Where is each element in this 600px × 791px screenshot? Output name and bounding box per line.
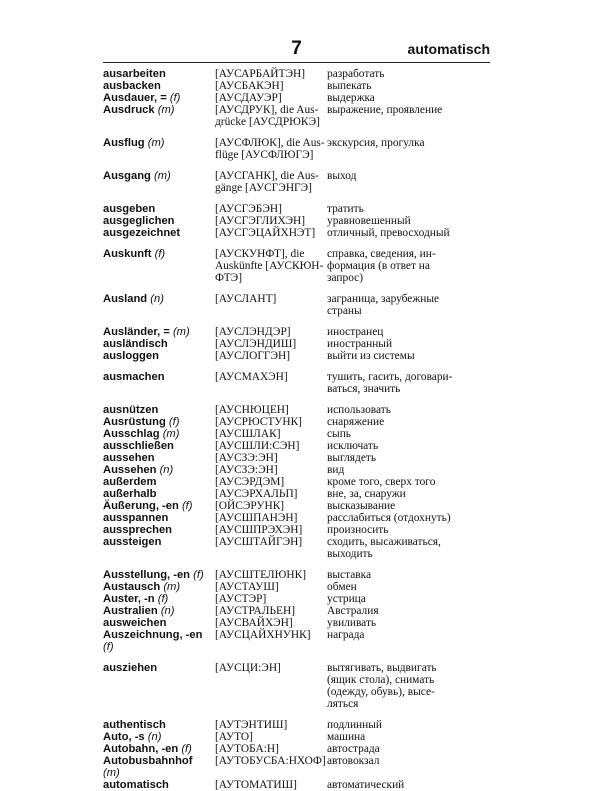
translation: справка, сведения, ин- формация (в ответ на запрос) <box>327 248 436 284</box>
transcription: [АУСШПАНЭН] <box>215 512 298 524</box>
gender-marker: (m) <box>103 767 120 779</box>
gender-marker: (n) <box>159 464 174 476</box>
headword <box>103 203 215 215</box>
headword <box>103 593 215 605</box>
transcription: [АУСАРБАЙТЭН] <box>215 68 306 80</box>
headword <box>103 569 215 581</box>
translation: автоматический <box>327 779 405 791</box>
translation: выглядеть <box>327 452 377 464</box>
headword <box>103 731 215 743</box>
translation: высказывание <box>327 500 396 512</box>
headword <box>103 215 215 227</box>
gender-marker: (m) <box>147 137 165 149</box>
headword <box>103 68 215 80</box>
entry-row <box>103 731 490 743</box>
headword <box>103 524 215 536</box>
entry-row <box>103 581 490 593</box>
headword-text: automatisch <box>103 779 169 791</box>
headword-text: ausmachen <box>103 371 165 383</box>
transcription: [АУСГЭЦАЙХНЭТ] <box>215 227 316 239</box>
entry-row <box>103 92 490 104</box>
headword-text: Ausflug <box>103 137 145 149</box>
entry-row <box>103 755 490 779</box>
transcription: [АУСЦИ:ЭН] <box>215 662 281 674</box>
headword-text: Ausstellung, -en <box>103 569 191 581</box>
translation: автострада <box>327 743 380 755</box>
gender-marker: (m) <box>163 581 181 593</box>
transcription: [АУСФЛЮК], die Aus- flüge [АУСФЛЮГЭ] <box>215 137 325 161</box>
headword <box>103 536 215 548</box>
gender-marker: (m) <box>153 170 171 182</box>
transcription: [АУСГЭБЭН] <box>215 203 282 215</box>
headword <box>103 743 215 755</box>
translation: подлинный <box>327 719 382 731</box>
transcription: [АУСМАХЭН] <box>215 371 288 383</box>
translation: уравновешенный <box>327 215 411 227</box>
transcription: [АУТО] <box>215 731 253 743</box>
transcription: [АУСШПРЭХЭН] <box>215 524 303 536</box>
transcription: [АУСЗЭ:ЭН] <box>215 452 278 464</box>
transcription: [АУСШЛАК] <box>215 428 281 440</box>
headword-text: Aussehen <box>103 464 157 476</box>
translation: автовокзал <box>327 755 380 767</box>
headword-text: authentisch <box>103 719 166 731</box>
headword <box>103 170 215 182</box>
translation: исключать <box>327 440 379 452</box>
gender-marker: (f) <box>169 92 181 104</box>
translation: тратить <box>327 203 364 215</box>
translation: экскурсия, прогулка <box>327 137 425 149</box>
headword-text: Austausch <box>103 581 161 593</box>
headword <box>103 92 215 104</box>
gender-marker: (n) <box>147 731 162 743</box>
translation: устрица <box>327 593 366 605</box>
transcription: [АУСДРУК], die Aus- дrücke [АУСДРЮКЭ] <box>215 104 320 128</box>
transcription: [ОЙСЭРУНК] <box>215 500 285 512</box>
transcription: [АУСТЭР] <box>215 593 267 605</box>
headword-text: ausloggen <box>103 350 159 362</box>
entry-row <box>103 227 490 239</box>
headword-text: Auster, -n <box>103 593 155 605</box>
headword <box>103 80 215 92</box>
headword <box>103 476 215 488</box>
headword <box>103 779 215 791</box>
entry-row <box>103 203 490 215</box>
gender-marker: (f) <box>154 248 166 260</box>
transcription: [АУСЛЭНДИШ] <box>215 338 297 350</box>
transcription: [АУСТРАЛЬЕН] <box>215 605 295 617</box>
transcription: [АУСЛЭНДЭР] <box>215 326 291 338</box>
headword-text: Ausgang <box>103 170 151 182</box>
entry-row <box>103 779 490 791</box>
headword <box>103 719 215 731</box>
translation: использовать <box>327 404 391 416</box>
headword <box>103 293 215 305</box>
transcription: [АУСЦАЙХНУНК] <box>215 629 311 641</box>
translation: выпекать <box>327 80 372 92</box>
entry-row <box>103 104 490 128</box>
transcription: [АУСТАУШ] <box>215 581 279 593</box>
headword-text: ausnützen <box>103 404 159 416</box>
headword <box>103 581 215 593</box>
entry-row <box>103 464 490 476</box>
headword <box>103 500 215 512</box>
entry-row <box>103 569 490 581</box>
gender-marker: (m) <box>157 104 175 116</box>
headword <box>103 350 215 362</box>
page-number: 7 <box>291 38 302 59</box>
translation: выдержка <box>327 92 375 104</box>
headword-text: Ausdauer, = <box>103 92 167 104</box>
translation: обмен <box>327 581 357 593</box>
headword-text: außerhalb <box>103 488 157 500</box>
transcription: [АУСГЭГЛИХЭН] <box>215 215 306 227</box>
entry-row <box>103 350 490 362</box>
transcription: [АУСШЛИ:СЭН] <box>215 440 300 452</box>
entry-row <box>103 440 490 452</box>
gender-marker: (f) <box>181 500 193 512</box>
translation: вид <box>327 464 345 476</box>
translation: снаряжение <box>327 416 385 428</box>
headword-text: Äußerung, -en <box>103 500 179 512</box>
translation: отличный, превосходный <box>327 227 450 239</box>
transcription: [АУСБАКЭН] <box>215 80 284 92</box>
headword-text: Australien <box>103 605 158 617</box>
entry-row <box>103 512 490 524</box>
entry-row <box>103 248 490 284</box>
headword <box>103 662 215 674</box>
gender-marker: (n) <box>150 293 164 305</box>
translation: выход <box>327 170 357 182</box>
gender-marker: (f) <box>103 641 114 653</box>
gender-marker: (f) <box>193 569 204 581</box>
gender-marker: (n) <box>160 605 175 617</box>
translation: Австралия <box>327 605 379 617</box>
headword <box>103 404 215 416</box>
headword <box>103 605 215 617</box>
entry-row <box>103 476 490 488</box>
headword <box>103 617 215 629</box>
entry-row <box>103 743 490 755</box>
headword <box>103 338 215 350</box>
headword-text: ausgeben <box>103 203 156 215</box>
transcription: [АУСШТЕЛЮНК] <box>215 569 306 581</box>
headword <box>103 755 215 779</box>
transcription: [АУТОМАТИШ] <box>215 779 297 791</box>
headword-text: aussehen <box>103 452 155 464</box>
headword-text: Ausrüstung <box>103 416 166 428</box>
headword-text: Autobahn, -en <box>103 743 179 755</box>
entry-row <box>103 500 490 512</box>
entry-row <box>103 215 490 227</box>
headword-text: außerdem <box>103 476 157 488</box>
headword-text: Auto, -s <box>103 731 145 743</box>
translation: разработать <box>327 68 385 80</box>
headword-text: Ausdruck <box>103 104 155 116</box>
transcription: [АУСРЮСТУНК] <box>215 416 302 428</box>
entry-row <box>103 293 490 317</box>
translation: выйти из системы <box>327 350 415 362</box>
transcription: [АУСШТАЙГЭН] <box>215 536 303 548</box>
entry-row <box>103 452 490 464</box>
translation: тушить, гасить, договари- ваться, значить <box>327 371 453 395</box>
gender-marker: (f) <box>168 416 180 428</box>
entry-row <box>103 404 490 416</box>
entry-row <box>103 326 490 338</box>
headword-text: Autobusbahnhof <box>103 755 193 767</box>
transcription: [АУТОБУСБА:НХОФ] <box>215 755 326 767</box>
transcription: [АУСЭРДЭМ] <box>215 476 285 488</box>
headword-text: Auszeichnung, -en <box>103 629 203 641</box>
transcription: [АУСКУНФТ], die Auskünfte [АУСКЮН- ФТЭ] <box>215 248 324 284</box>
headword <box>103 428 215 440</box>
translation: машина <box>327 731 366 743</box>
headword-text: ausspannen <box>103 512 169 524</box>
transcription: [АУСВАЙХЭН] <box>215 617 293 629</box>
headword-text: aussprechen <box>103 524 173 536</box>
headword <box>103 104 215 116</box>
translation: сходить, высаживаться, выходить <box>327 536 441 560</box>
translation: иностранный <box>327 338 393 350</box>
headword <box>103 371 215 383</box>
entry-row <box>103 536 490 560</box>
entry-row <box>103 416 490 428</box>
transcription: [АУТЭНТИШ] <box>215 719 288 731</box>
entry-row <box>103 719 490 731</box>
page-header <box>103 38 490 62</box>
headword <box>103 452 215 464</box>
transcription: [АУСЛАНТ] <box>215 293 277 305</box>
transcription: [АУСЗЭ:ЭН] <box>215 464 278 476</box>
headword-text: Ausland <box>103 293 148 305</box>
translation: произносить <box>327 524 389 536</box>
transcription: [АУТОБА:Н] <box>215 743 279 755</box>
entry-row <box>103 629 490 653</box>
headword-text: ausziehen <box>103 662 158 674</box>
transcription: [АУСЛОГГЭН] <box>215 350 291 362</box>
headword <box>103 464 215 476</box>
headword-text: aussteigen <box>103 536 162 548</box>
transcription: [АУСНЮЦЕН] <box>215 404 289 416</box>
translation: заграница, зарубежные страны <box>327 293 440 317</box>
entry-row <box>103 524 490 536</box>
entry-row <box>103 137 490 161</box>
transcription: [АУСДАУЭР] <box>215 92 282 104</box>
entry-row <box>103 605 490 617</box>
entry-row <box>103 338 490 350</box>
entry-row <box>103 68 490 80</box>
headword-text: ausbacken <box>103 80 161 92</box>
headword-text: Ausschlag <box>103 428 160 440</box>
translation: вне, за, снаружи <box>327 488 406 500</box>
gender-marker: (m) <box>172 326 190 338</box>
translation: расслабиться (отдохнуть) <box>327 512 451 524</box>
headword <box>103 488 215 500</box>
entry-row <box>103 371 490 395</box>
headword-text: ausgeglichen <box>103 215 175 227</box>
entry-list <box>103 68 490 791</box>
headword <box>103 248 215 260</box>
gender-marker: (m) <box>162 428 180 440</box>
headword-text: ausländisch <box>103 338 168 350</box>
running-head: automatisch <box>407 41 490 57</box>
translation: кроме того, сверх того <box>327 476 436 488</box>
gender-marker: (f) <box>181 743 192 755</box>
headword-text: ausarbeiten <box>103 68 166 80</box>
entry-row <box>103 593 490 605</box>
translation: увиливать <box>327 617 377 629</box>
headword <box>103 227 215 239</box>
entry-row <box>103 80 490 92</box>
header-rule <box>103 62 490 63</box>
translation: выражение, проявление <box>327 104 443 116</box>
transcription: [АУСГАНК], die Aus- gänge [АУСГЭНГЭ] <box>215 170 319 194</box>
headword <box>103 137 215 149</box>
translation: иностранец <box>327 326 384 338</box>
gender-marker: (f) <box>157 593 169 605</box>
headword-text: ausweichen <box>103 617 167 629</box>
headword-text: Ausländer, = <box>103 326 170 338</box>
entry-row <box>103 170 490 194</box>
headword <box>103 629 215 653</box>
entry-row <box>103 428 490 440</box>
entry-row <box>103 662 490 710</box>
entry-row <box>103 488 490 500</box>
headword <box>103 512 215 524</box>
headword-text: ausgezeichnet <box>103 227 181 239</box>
headword-text: ausschließen <box>103 440 174 452</box>
headword <box>103 326 215 338</box>
translation: награда <box>327 629 365 641</box>
headword <box>103 416 215 428</box>
transcription: [АУСЭРХАЛЬП] <box>215 488 298 500</box>
translation: сыпь <box>327 428 351 440</box>
translation: выставка <box>327 569 372 581</box>
entry-row <box>103 617 490 629</box>
translation: вытягивать, выдвигать (ящик стола), снимать (одежду, обувь), высе- ляться <box>327 662 437 710</box>
headword <box>103 440 215 452</box>
headword-text: Auskunft <box>103 248 152 260</box>
